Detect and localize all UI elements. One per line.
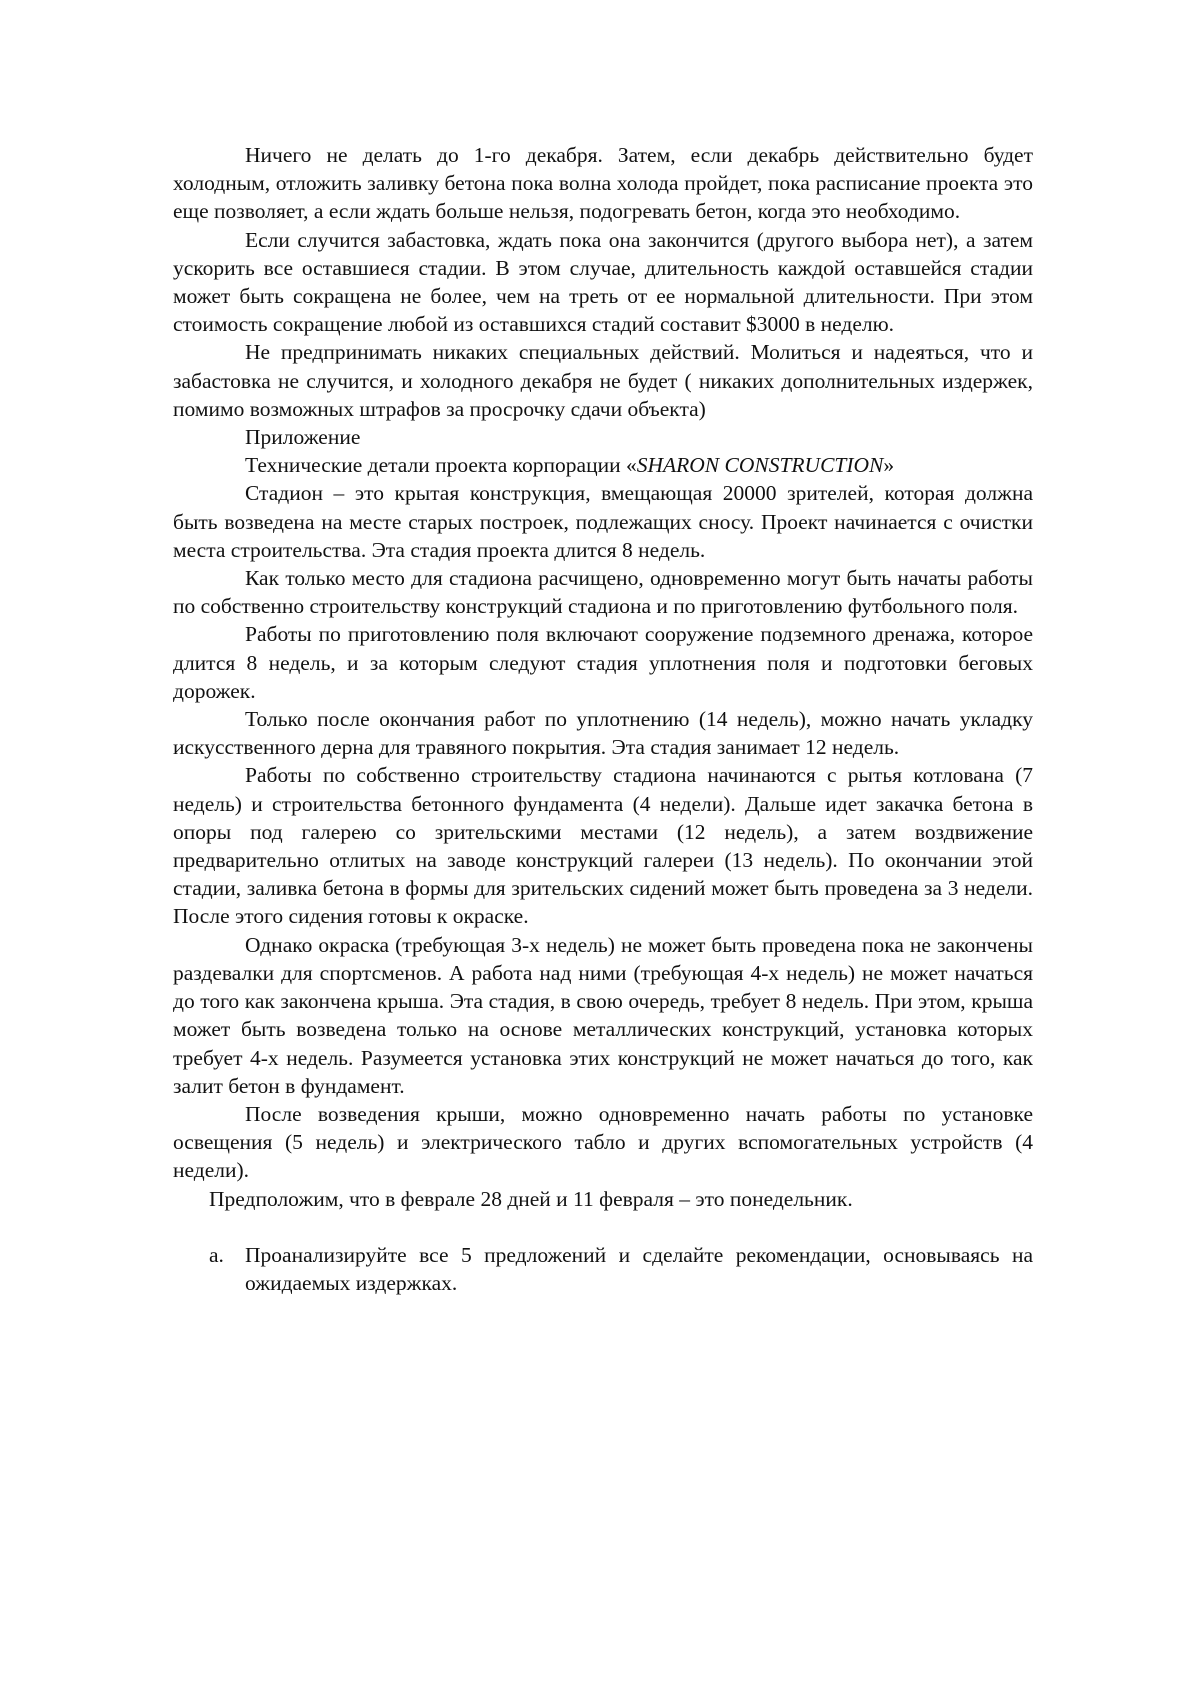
list-item-text: Проанализируйте все 5 предложений и сделайте рекомендации, основываясь на ожидаемых издержках. (245, 1242, 1033, 1295)
detail-paragraph-turf: Только после окончания работ по уплотнению (14 недель), можно начать укладку искусственного дерна для травяного покрытия. Эта стадия занимает 12 недель. (173, 707, 1033, 760)
detail-paragraph-site-cleared: Как только место для стадиона расчищено, одновременно могут быть начаты работы по собственно строительству конструкций стадиона и по приготовлению футбольного поля. (173, 566, 1033, 619)
option-paragraph-strike: Если случится забастовка, ждать пока она закончится (другого выбора нет), а затем ускорить все оставшиеся стадии. В этом случае, длительность каждой оставшейся стадии может быть сокращена не более, чем на треть от ее нормальной длительности. При этом стоимость сокращение любой из оставшихся стадий составит $3000 в неделю. (173, 227, 1033, 337)
detail-paragraph-construction: Работы по собственно строительству стадиона начинаются с рытья котлована (7 недель) и строительства бетонного фундамента (4 недели). Дальше идет закачка бетона в опоры под галерею со зрительскими местами (12 недель), а затем воздвижение предварительно отлитых на заводе конструкций галереи (13 недель). По окончании этой стадии, заливка бетона в формы для зрительских сидений может быть проведена за 3 недели. После этого сидения готовы к окраске. (173, 763, 1033, 929)
list-item-marker: a. (209, 1242, 224, 1267)
appendix-title-company: SHARON CONSTRUCTION (636, 453, 884, 478)
detail-paragraph-stadium: Стадион – это крытая конструкция, вмещающая 20000 зрителей, которая должна быть возведена на месте старых построек, подлежащих сносу. Проект начинается с очистки места строительства. Эта стадия проекта длится 8 недель. (173, 481, 1033, 562)
assumption-paragraph: Предположим, что в феврале 28 дней и 11 февраля – это понедельник. (209, 1186, 853, 1211)
task-list (173, 1241, 1033, 1297)
appendix-title (173, 451, 1033, 479)
blank-line (173, 1213, 1033, 1241)
option-paragraph-no-action: Не предпринимать никаких специальных действий. Молиться и надеяться, что и забастовка не случится, и холодного декабря не будет ( никаких дополнительных издержек, помимо возможных штрафов за просрочку сдачи объекта) (173, 340, 1033, 421)
detail-paragraph-painting: Однако окраска (требующая 3-х недель) не может быть проведена пока не закончены раздевалки для спортсменов. А работа над ними (требующая 4-х недель) не может начаться до того как закончена крыша. Эта стадия, в свою очередь, требует 8 недель. При этом, крыша может быть возведена только на основе металлических конструкций, установка которых требует 4-х недель. Разумеется установка этих конструкций не может начаться до того, как залит бетон в фундамент. (173, 932, 1033, 1098)
appendix-title-suffix: » (883, 453, 895, 478)
document-page (173, 141, 1033, 1297)
detail-paragraph-field-works: Работы по приготовлению поля включают сооружение подземного дренажа, которое длится 8 недель, и за которым следуют стадия уплотнения поля и подготовки беговых дорожек. (173, 622, 1033, 703)
appendix-title-prefix: Технические детали проекта корпорации « (245, 453, 637, 478)
list-item (173, 1241, 1033, 1297)
option-paragraph-cold-december: Ничего не делать до 1-го декабря. Затем, если декабрь действительно будет холодным, отложить заливку бетона пока волна холода пройдет, пока расписание проекта это еще позволяет, а если ждать больше нельзя, подогревать бетон, когда это необходимо. (173, 143, 1033, 224)
detail-paragraph-lighting: После возведения крыши, можно одновременно начать работы по установке освещения (5 недель) и электрического табло и других вспомогательных устройств (4 недели). (173, 1101, 1033, 1183)
appendix-label: Приложение (245, 425, 361, 450)
